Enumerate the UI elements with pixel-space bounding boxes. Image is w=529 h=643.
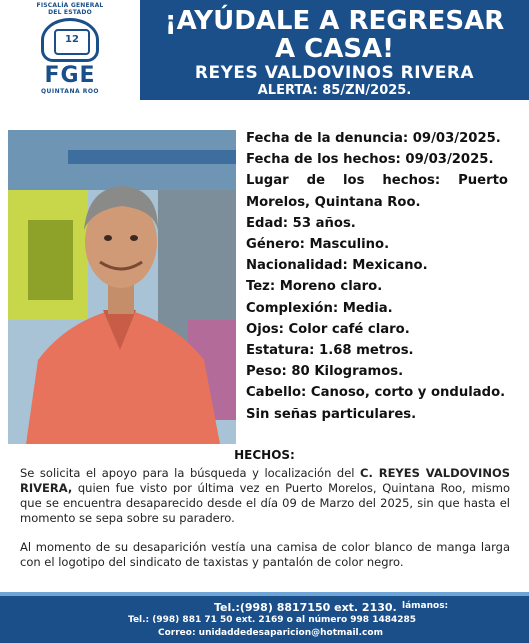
p1-name: C. REYES VALDOVINOS RIVERA, <box>20 466 510 495</box>
footer-phone-1: Tel.:(998) 8817150 ext. 2130. <box>214 601 397 614</box>
logo-top-text: FISCALÍA GENERAL DEL ESTADO <box>36 2 104 16</box>
hechos-heading: HECHOS: <box>234 448 295 462</box>
footer-phone-2: Tel.: (998) 881 71 50 ext. 2169 o al número 998 1484285 <box>128 615 417 625</box>
seal-icon <box>41 18 99 62</box>
p1-after: quien fue visto por última vez en Puerto Morelos, Quintana Roo, mismo que se encuentra desaparecido desde el día 09 de Marzo del 2025, sin que hasta el momento se sepa sobre su paradero. <box>20 481 510 525</box>
detail-build: Complexión: Media. <box>246 300 393 316</box>
detail-gender: Género: Masculino. <box>246 237 390 253</box>
p1-before: Se solicita el apoyo para la búsqueda y localización del <box>20 466 361 480</box>
detail-eyes: Ojos: Color café claro. <box>246 321 410 337</box>
detail-place-line-1: Lugar de los hechos: Puerto <box>246 173 508 189</box>
logo-state: QUINTANA ROO <box>40 88 100 95</box>
title-line-1: ¡AYÚDALE A REGRESAR <box>164 6 505 36</box>
portrait-illustration <box>8 130 236 444</box>
detail-nationality: Nacionalidad: Mexicano. <box>246 258 428 274</box>
alert-number: ALERTA: 85/ZN/2025. <box>257 83 412 98</box>
footer-email: Correo: unidaddedesaparicion@hotmail.com <box>158 628 383 638</box>
logo-acronym: FGE <box>44 63 96 88</box>
detail-marks: Sin señas particulares. <box>246 406 417 422</box>
detail-height: Estatura: 1.68 metros. <box>246 343 414 359</box>
fge-logo <box>30 2 110 98</box>
footer-stripe <box>0 592 529 596</box>
detail-place-line-2: Morelos, Quintana Roo. <box>246 194 421 210</box>
seal-number: 12 <box>54 29 90 55</box>
detail-report-date: Fecha de la denuncia: 09/03/2025. <box>246 131 501 146</box>
detail-skin: Tez: Moreno claro. <box>246 279 383 295</box>
detail-hair: Cabello: Canoso, corto y ondulado. <box>246 385 506 401</box>
detail-weight: Peso: 80 Kilogramos. <box>246 364 404 380</box>
hechos-paragraph-2: Al momento de su desaparición vestía una camisa de color blanco de manga larga con el logotipo del sindicato de taxistas y pantalón de color negro. <box>20 540 510 569</box>
detail-event-date: Fecha de los hechos: 09/03/2025. <box>246 152 494 168</box>
person-details <box>246 128 508 425</box>
title-line-2: A CASA! <box>274 34 395 64</box>
detail-age: Edad: 53 años. <box>246 215 356 231</box>
missing-person-name: REYES VALDOVINOS RIVERA <box>194 63 475 83</box>
hechos-paragraph-1 <box>20 466 510 526</box>
missing-person-photo <box>8 130 236 444</box>
footer-call-label: lámanos: <box>402 601 449 611</box>
